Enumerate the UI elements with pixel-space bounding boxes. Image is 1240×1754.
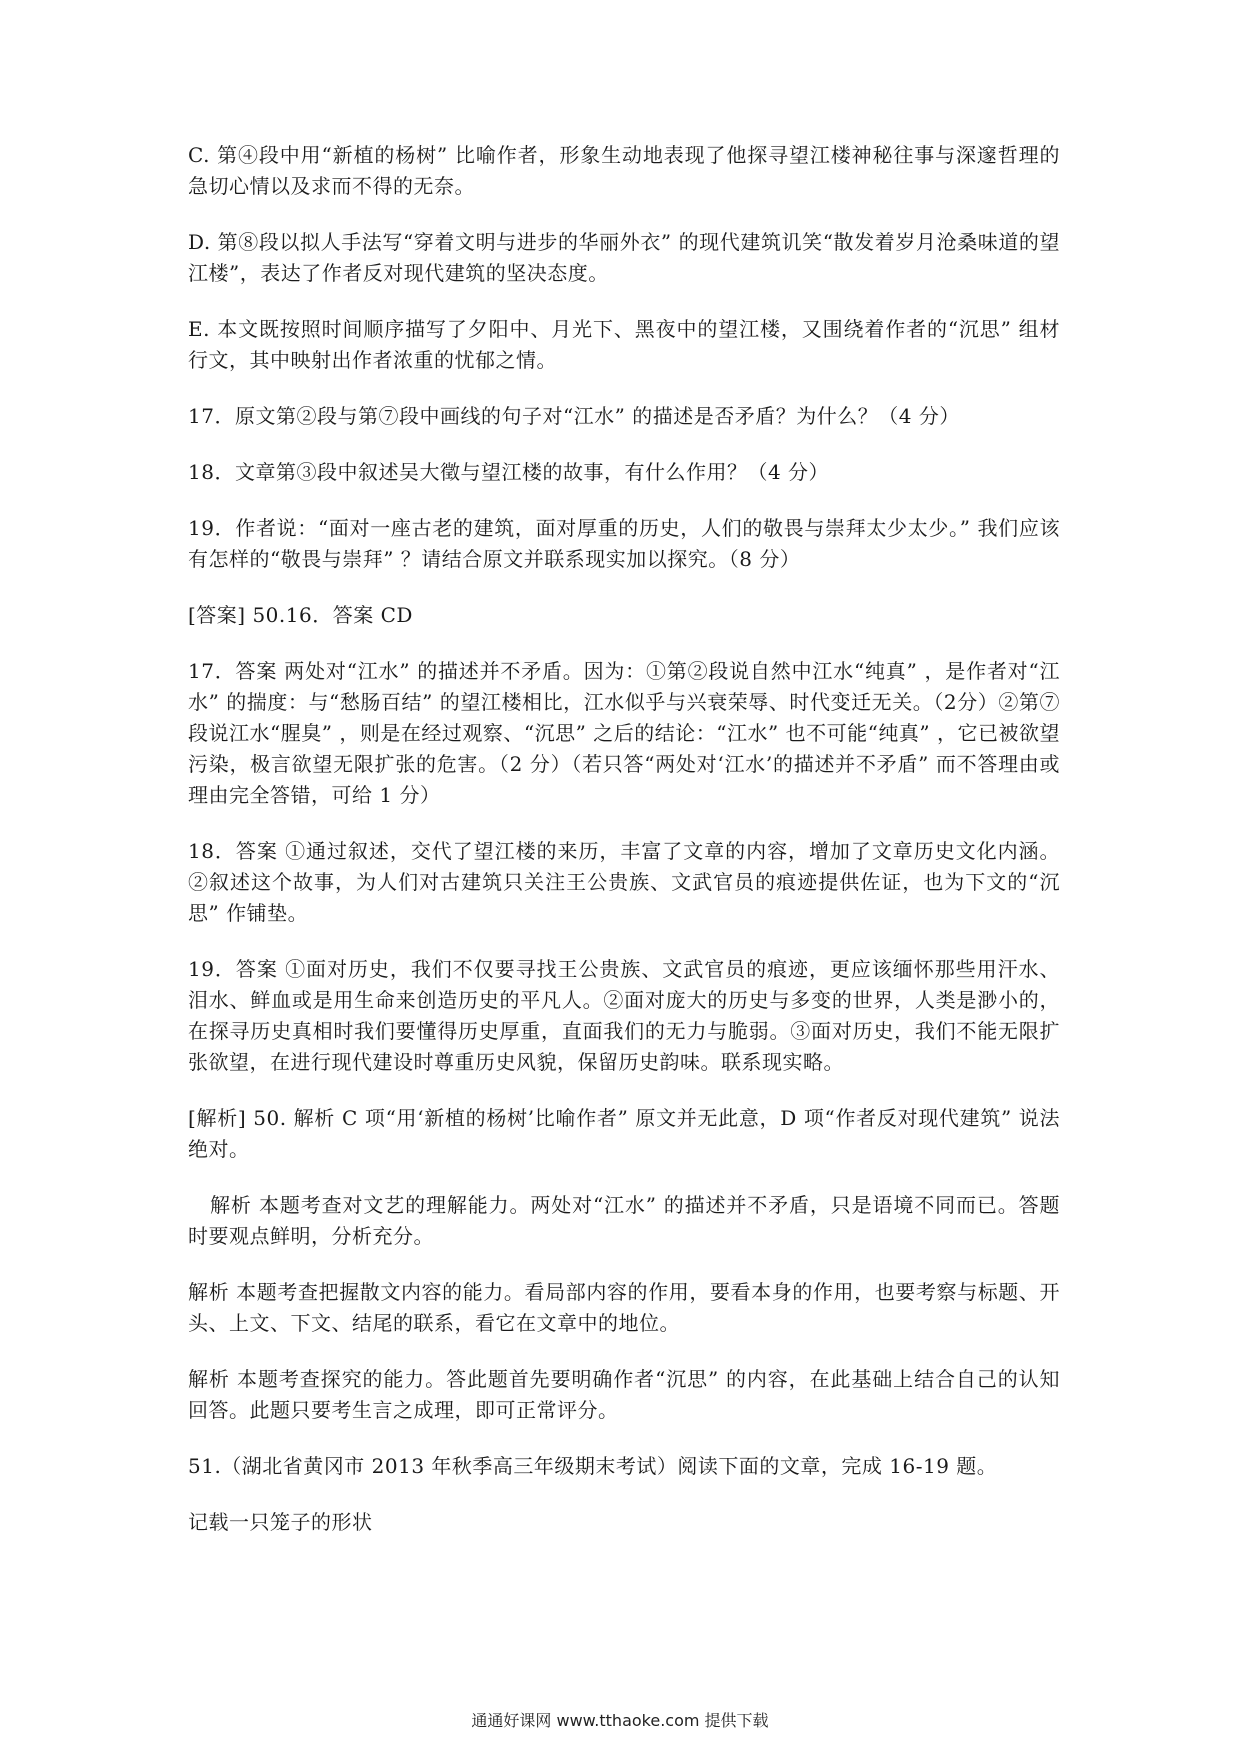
analysis-17: 解析 本题考查对文艺的理解能力。两处对“江水” 的描述并不矛盾，只是语境不同而已。答题时要观点鲜明，分析充分。 [188, 1193, 1060, 1248]
question-51-intro: 51.（湖北省黄冈市 2013 年秋季高三年级期末考试）阅读下面的文章，完成 16-19 题。 [188, 1454, 998, 1478]
answer-17: 17．答案 两处对“江水” 的描述并不矛盾。因为：①第②段说自然中江水“纯真” ，是作者对“江水” 的揣度：与“愁肠百结” 的望江楼相比，江水似乎与兴衰荣辱、时代变迁无关。（2分）②第⑦段说江水“腥臭” ，则是在经过观察、“沉思” 之后的结论：“江水” 也不可能“纯真” ，它已被欲望污染，极言欲望无限扩张的危害。（2 分）（若只答“两处对‘江水’的描述并不矛盾” 而不答理由或理由完全答错，可给 1 分） [188, 659, 1060, 807]
analysis-19: 解析 本题考查探究的能力。答此题首先要明确作者“沉思” 的内容，在此基础上结合自己的认知回答。此题只要考生言之成理，即可正常评分。 [188, 1367, 1060, 1422]
page-footer: 通通好课网 www.tthaoke.com 提供下载 [471, 1711, 769, 1730]
answer-19: 19．答案 ①面对历史，我们不仅要寻找王公贵族、文武官员的痕迹，更应该缅怀那些用汗水、泪水、鲜血或是用生命来创造历史的平凡人。②面对庞大的历史与多变的世界，人类是渺小的，在探寻历史真相时我们要懂得历史厚重，直面我们的无力与脆弱。③面对历史，我们不能无限扩张欲望，在进行现代建设时尊重历史风貌，保留历史韵味。联系现实略。 [188, 957, 1060, 1074]
option-e: E. 本文既按照时间顺序描写了夕阳中、月光下、黑夜中的望江楼，又围绕着作者的“沉思” 组材行文，其中映射出作者浓重的忧郁之情。 [188, 317, 1060, 372]
option-d: D. 第⑧段以拟人手法写“穿着文明与进步的华丽外衣” 的现代建筑讥笑“散发着岁月沧桑味道的望江楼”，表达了作者反对现代建筑的坚决态度。 [188, 230, 1060, 285]
question-18: 18．文章第③段中叙述吴大徵与望江楼的故事，有什么作用？（4 分） [188, 460, 830, 484]
analysis-18: 解析 本题考查把握散文内容的能力。看局部内容的作用，要看本身的作用，也要考察与标题、开头、上文、下文、结尾的联系，看它在文章中的地位。 [188, 1280, 1060, 1335]
option-c: C. 第④段中用“新植的杨树” 比喻作者，形象生动地表现了他探寻望江楼神秘往事与深邃哲理的急切心情以及求而不得的无奈。 [188, 143, 1060, 198]
question-19: 19．作者说：“面对一座古老的建筑，面对厚重的历史，人们的敬畏与崇拜太少太少。” 我们应该有怎样的“敬畏与崇拜” ？请结合原文并联系现实加以探究。（8 分） [188, 516, 1060, 571]
document-body [188, 140, 1060, 1563]
question-17: 17．原文第②段与第⑦段中画线的句子对“江水” 的描述是否矛盾？为什么？（4 分） [188, 404, 960, 428]
analysis-16: [解析] 50. 解析 C 项“用‘新植的杨树’比喻作者” 原文并无此意，D 项“作者反对现代建筑” 说法绝对。 [188, 1106, 1060, 1161]
answer-16: [答案] 50.16．答案 CD [188, 603, 413, 627]
article-title: 记载一只笼子的形状 [188, 1510, 373, 1534]
answer-18: 18．答案 ①通过叙述，交代了望江楼的来历，丰富了文章的内容，增加了文章历史文化内涵。②叙述这个故事，为人们对古建筑只关注王公贵族、文武官员的痕迹提供佐证，也为下文的“沉思” 作铺垫。 [188, 839, 1060, 925]
